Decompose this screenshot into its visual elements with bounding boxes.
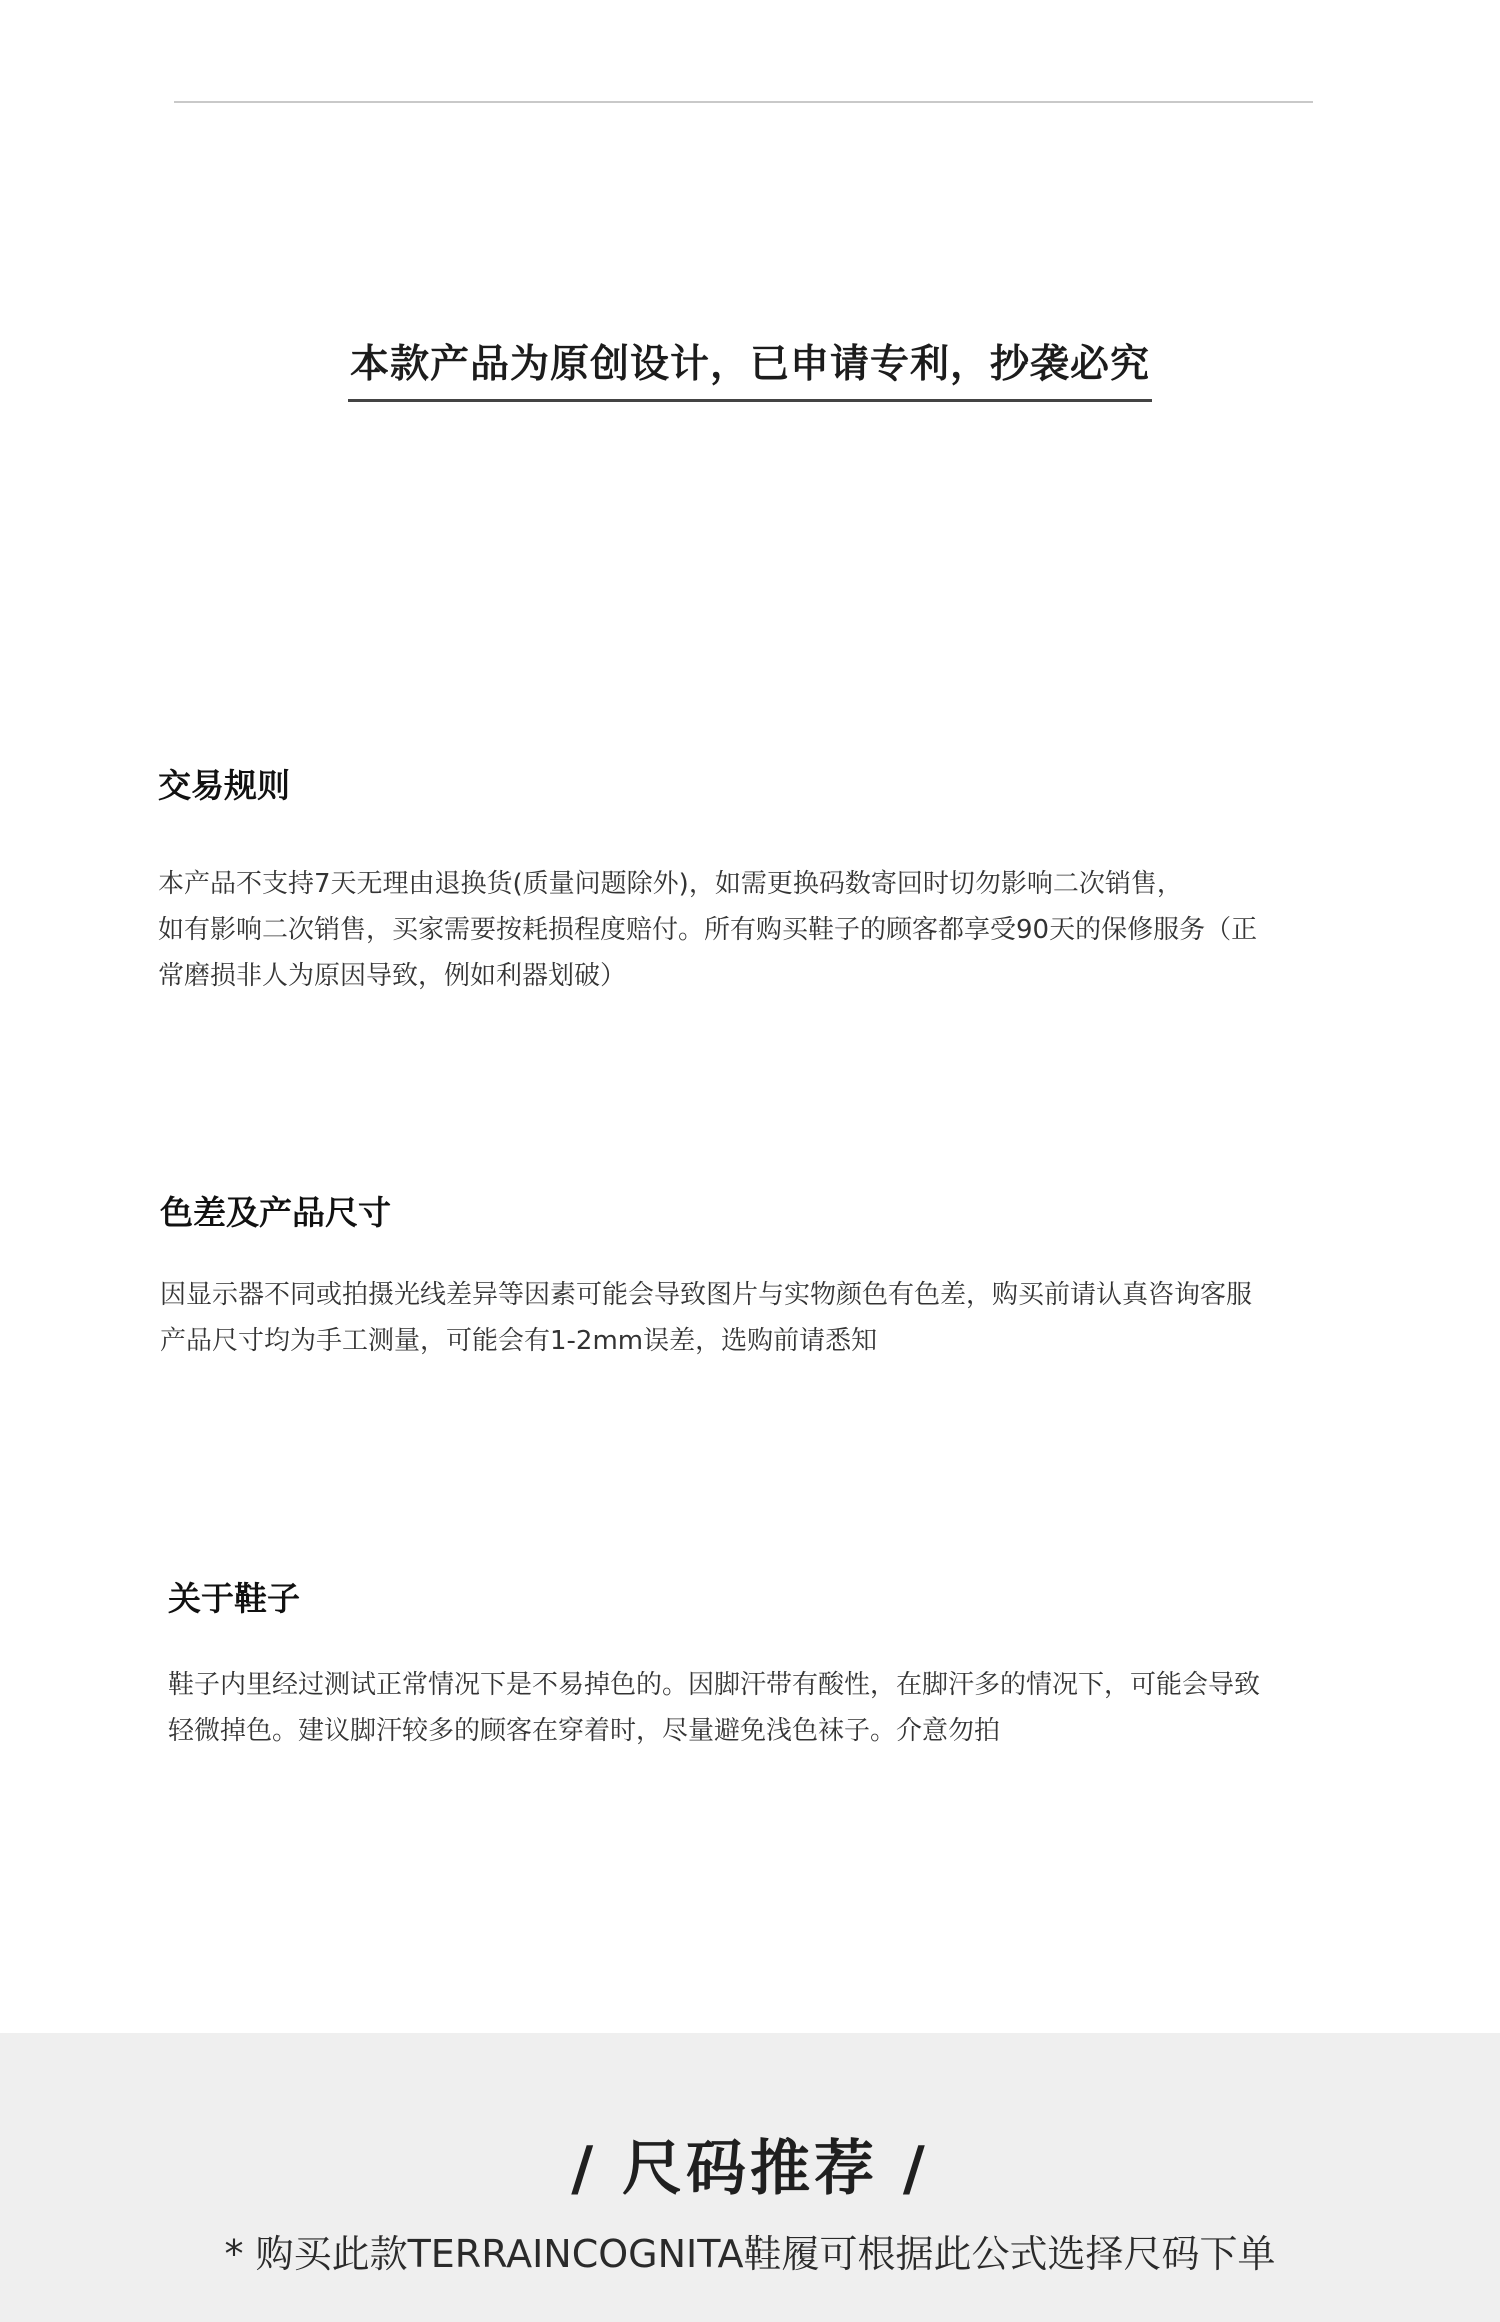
section-title: 关于鞋子 [168,1579,300,1618]
body-line: 产品尺寸均为手工测量，可能会有1-2mm误差，选购前请悉知 [160,1326,878,1356]
size-recommendation-title: / 尺码推荐 / [571,2134,929,2204]
section-body [168,1662,1338,1754]
section-body [160,1272,1330,1364]
body-line: 鞋子内里经过测试正常情况下是不易掉色的。因脚汗带有酸性，在脚汗多的情况下，可能会导致 [168,1670,1261,1700]
size-recommendation-subtitle: * 购买此款TERRAINCOGNITA鞋履可根据此公式选择尺码下单 [224,2232,1276,2276]
body-line: 本产品不支持7天无理由退换货(质量问题除外)，如需更换码数寄回时切勿影响二次销售， [158,869,1183,899]
top-divider [174,101,1313,103]
patent-notice [0,335,1500,402]
body-line: 因显示器不同或拍摄光线差异等因素可能会导致图片与实物颜色有色差，购买前请认真咨询客服 [160,1280,1253,1310]
section-title: 色差及产品尺寸 [160,1193,391,1232]
body-line: 如有影响二次销售，买家需要按耗损程度赔付。所有购买鞋子的顾客都享受90天的保修服务（正 [158,915,1258,945]
section-color-size [160,1190,1330,1364]
section-about-shoes [168,1576,1338,1754]
body-line: 轻微掉色。建议脚汗较多的顾客在穿着时，尽量避免浅色袜子。介意勿拍 [168,1716,1001,1746]
patent-notice-text: 本款产品为原创设计，已申请专利，抄袭必究 [348,335,1152,402]
body-line: 常磨损非人为原因导致，例如利器划破） [158,961,627,991]
section-title: 交易规则 [158,766,290,805]
size-recommendation-banner [0,2033,1500,2322]
section-body [158,861,1328,999]
section-trade-rules [158,763,1328,999]
